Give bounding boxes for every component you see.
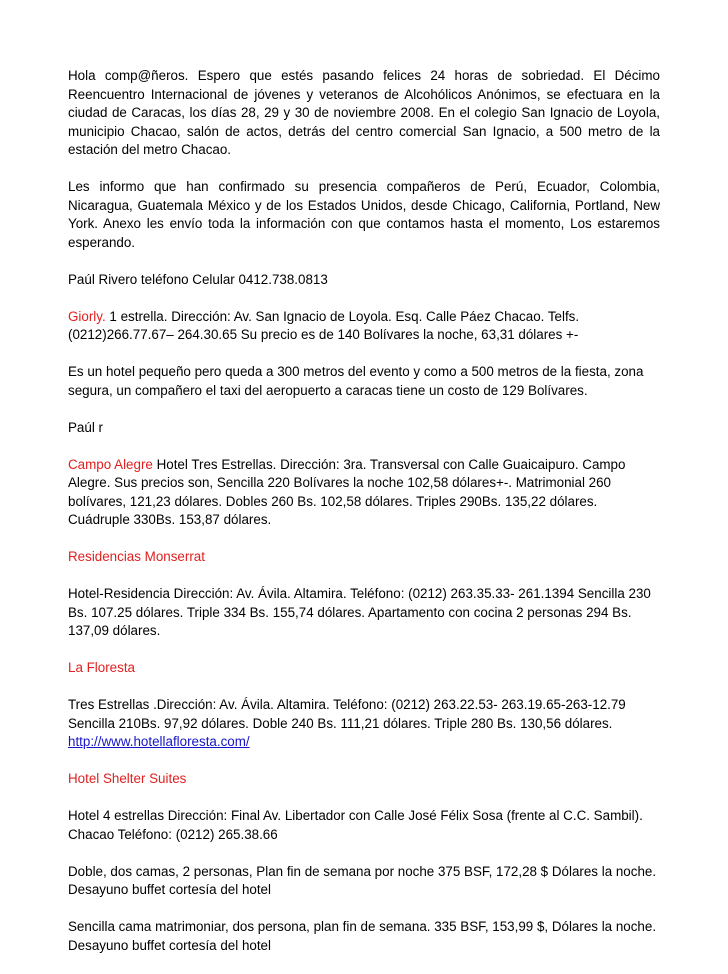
document-page <box>68 67 660 974</box>
signature-line: Paúl r <box>68 419 103 435</box>
giorly-paragraph <box>68 308 660 345</box>
shelter-heading: Hotel Shelter Suites <box>68 771 187 786</box>
floresta-heading: La Floresta <box>68 660 135 675</box>
giorly-hotel-name: Giorly. <box>68 308 106 324</box>
intro-paragraph: Hola comp@ñeros. Espero que estés pasando felices 24 horas de sobriedad. El Décimo Reencuentro Internacional de jóvenes y veteranos de Alcohólicos Anónimos, se efectuara en la ciudad de Caracas, los días 28, 29 y 30 de noviembre 2008. En el colegio San Ignacio de Loyola, municipio Chacao, salón de actos, detrás del centro comercial San Ignacio, a 500 metro de la estación del metro Chacao. <box>68 68 660 157</box>
giorly-details: 1 estrella. Dirección: Av. San Ignacio de Loyola. Esq. Calle Páez Chacao. Telfs. (0212)266.77.67– 264.30.65 Su precio es de 140 Bolívares la noche, 63,31 dólares +- <box>68 308 580 342</box>
campo-alegre-hotel-name: Campo Alegre <box>68 456 153 472</box>
floresta-paragraph <box>68 696 660 752</box>
confirmed-paragraph: Les informo que han confirmado su presencia compañeros de Perú, Ecuador, Colombia, Nicaragua, Guatemala México y de los Estados Unidos, desde Chicago, California, Portland, New York. Anexo les envío toda la información con que contamos hasta el momento, Los estaremos esperando. <box>68 179 660 250</box>
floresta-details: Tres Estrellas .Dirección: Av. Ávila. Altamira. Teléfono: (0212) 263.22.53- 263.19.65-263-12.79 Sencilla 210Bs. 97,92 dólares. Doble 240 Bs. 111,21 dólares. Triple 280 Bs. 130,56 dólares. <box>68 697 626 731</box>
monserrat-details: Hotel-Residencia Dirección: Av. Ávila. Altamira. Teléfono: (0212) 263.35.33- 261.1394 Sencilla 230 Bs. 107.25 dólares. Triple 334 Bs. 155,74 dólares. Apartamento con cocina 2 personas 294 Bs. 137,09 dólares. <box>68 586 651 638</box>
contact-line: Paúl Rivero teléfono Celular 0412.738.0813 <box>68 271 328 287</box>
hotel-note-paragraph: Es un hotel pequeño pero queda a 300 metros del evento y como a 500 metros de la fiesta, zona segura, un compañero el taxi del aeropuerto a caracas tiene un costo de 129 Bolívares. <box>68 364 644 398</box>
shelter-details: Hotel 4 estrellas Dirección: Final Av. Libertador con Calle José Félix Sosa (frente al C.C. Sambil). Chacao Teléfono: (0212) 265.38.66 <box>68 808 643 842</box>
monserrat-heading: Residencias Monserrat <box>68 549 205 564</box>
shelter-doble: Doble, dos camas, 2 personas, Plan fin de semana por noche 375 BSF, 172,28 $ Dólares la noche. Desayuno buffet cortesía del hotel <box>68 863 657 897</box>
campo-alegre-paragraph <box>68 456 660 530</box>
floresta-website-link[interactable]: http://www.hotellafloresta.com/ <box>68 734 250 749</box>
shelter-sencilla: Sencilla cama matrimoniar, dos persona, plan fin de semana. 335 BSF, 153,99 $, Dólares la noche. Desayuno buffet cortesía del hotel <box>68 919 657 953</box>
campo-alegre-details: Hotel Tres Estrellas. Dirección: 3ra. Transversal con Calle Guaicaipuro. Campo Alegre. Sus precios son, Sencilla 220 Bolívares la noche 102,58 dólares+-. Matrimonial 260 bolívares, 121,23 dólares. Dobles 260 Bs. 102,58 dólares. Triples 290Bs. 135,22 dólares. Cuádruple 330Bs. 153,87 dólares. <box>68 456 626 527</box>
